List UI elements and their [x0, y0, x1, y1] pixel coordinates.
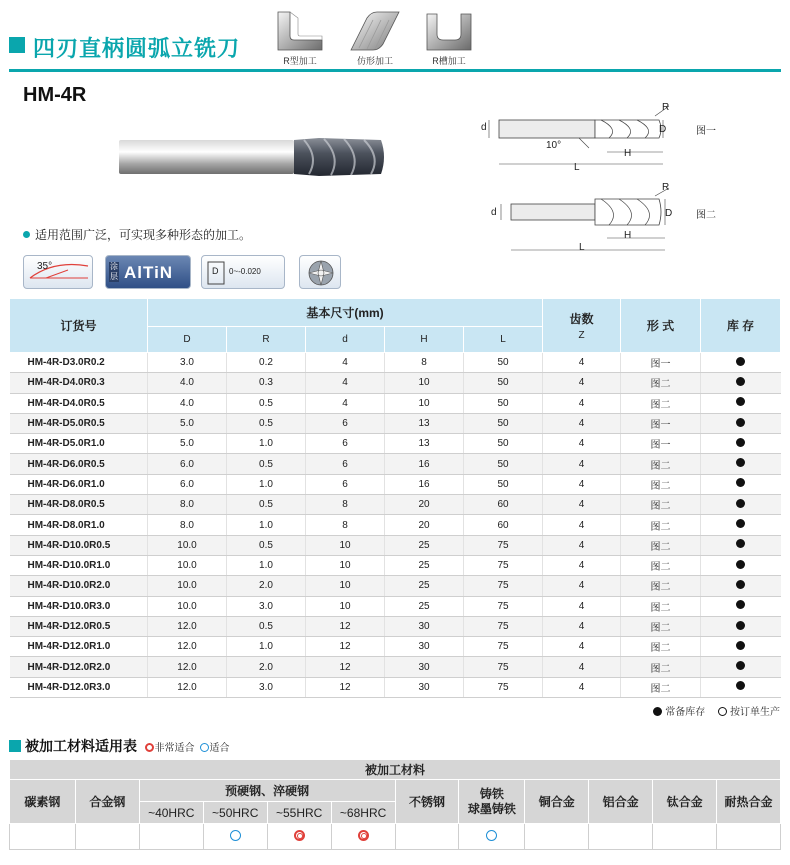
cell-r: 1.0	[227, 474, 306, 494]
table-row	[10, 413, 781, 433]
cell-z: 4	[543, 515, 621, 535]
order-code: HM-4R-D10.0R1.0	[10, 555, 148, 575]
cell-stock	[701, 515, 781, 535]
suitable-label: 适合	[209, 743, 230, 754]
cell-d: 10.0	[148, 596, 227, 616]
header-basic-size: 基本尺寸(mm)	[148, 299, 543, 327]
diagram2-L: L	[579, 242, 585, 253]
cell-d: 10	[306, 555, 385, 575]
order-code: HM-4R-D8.0R0.5	[10, 495, 148, 515]
cell-z: 4	[543, 555, 621, 575]
helix-angle-badge	[23, 255, 93, 289]
mat-col-9: 铝合金	[589, 780, 653, 824]
cell-z: 4	[543, 535, 621, 555]
cell-h: 30	[385, 677, 464, 697]
cell-form: 图二	[621, 596, 701, 616]
title-marker	[9, 37, 25, 53]
cell-d: 8	[306, 515, 385, 535]
header-stock: 库 存	[701, 299, 781, 353]
cell-d: 5.0	[148, 413, 227, 433]
order-code: HM-4R-D12.0R2.0	[10, 657, 148, 677]
subheader-L: L	[464, 327, 543, 353]
cell-form: 图二	[621, 454, 701, 474]
in-stock-icon	[736, 519, 745, 528]
cell-l: 50	[464, 454, 543, 474]
mat-col-2: ~40HRC	[139, 802, 203, 824]
cell-z: 4	[543, 454, 621, 474]
cell-stock	[701, 535, 781, 555]
materials-group-header: 被加工材料	[10, 760, 781, 780]
cell-z: 4	[543, 373, 621, 393]
mat-col-6: 不锈钢	[395, 780, 459, 824]
table-row	[10, 454, 781, 474]
cell-stock	[701, 677, 781, 697]
in-stock-icon	[736, 418, 745, 427]
cell-l: 50	[464, 413, 543, 433]
cell-r: 1.0	[227, 637, 306, 657]
table-row	[10, 434, 781, 454]
cell-d: 12.0	[148, 637, 227, 657]
cell-z: 4	[543, 495, 621, 515]
feature-description: 适用范围广泛，可实现多种形态的加工。	[35, 228, 252, 242]
cell-stock	[701, 657, 781, 677]
diagram1-d: d	[481, 122, 487, 133]
order-code: HM-4R-D10.0R3.0	[10, 596, 148, 616]
rating-cell	[459, 824, 525, 850]
cell-h: 25	[385, 555, 464, 575]
cell-stock	[701, 637, 781, 657]
legend-in-stock: 常备库存	[665, 707, 706, 718]
materials-legend	[145, 743, 229, 754]
cell-h: 10	[385, 373, 464, 393]
table-row	[10, 576, 781, 596]
cell-r: 3.0	[227, 677, 306, 697]
cell-d: 6	[306, 474, 385, 494]
cell-stock	[701, 434, 781, 454]
cell-h: 13	[385, 413, 464, 433]
cell-h: 30	[385, 637, 464, 657]
suitable-icon	[230, 830, 241, 841]
coating-name: AlTiN	[124, 263, 174, 282]
cell-d: 6.0	[148, 454, 227, 474]
order-code: HM-4R-D8.0R1.0	[10, 515, 148, 535]
cell-d: 10	[306, 535, 385, 555]
contour-icon	[349, 10, 401, 52]
cell-r: 0.2	[227, 353, 306, 373]
in-stock-icon	[736, 661, 745, 670]
order-code: HM-4R-D10.0R0.5	[10, 535, 148, 555]
header-teeth-label: 齿数	[569, 312, 594, 326]
table-row	[10, 677, 781, 697]
in-stock-icon	[736, 397, 745, 406]
diagram2-label: 图二	[696, 210, 716, 221]
table-row	[10, 535, 781, 555]
cell-z: 4	[543, 434, 621, 454]
rating-cell	[589, 824, 653, 850]
cell-d: 10	[306, 596, 385, 616]
mat-col-7: 铸铁 球墨铸铁	[459, 780, 525, 824]
cell-d: 12	[306, 637, 385, 657]
diagram1-H: H	[624, 148, 632, 159]
suitable-icon	[486, 830, 497, 841]
r-groove-icon-box	[421, 10, 477, 67]
cell-stock	[701, 474, 781, 494]
page-title: 四刃直柄圆弧立铣刀	[33, 36, 241, 61]
cell-l: 50	[464, 353, 543, 373]
in-stock-icon	[736, 621, 745, 630]
cell-form: 图二	[621, 616, 701, 636]
product-panel	[9, 72, 781, 298]
order-code: HM-4R-D12.0R1.0	[10, 637, 148, 657]
cell-z: 4	[543, 596, 621, 616]
in-stock-icon	[736, 499, 745, 508]
cell-d: 3.0	[148, 353, 227, 373]
table-row	[10, 596, 781, 616]
cell-l: 50	[464, 393, 543, 413]
cell-r: 2.0	[227, 576, 306, 596]
model-name: HM-4R	[23, 84, 87, 106]
cell-r: 2.0	[227, 657, 306, 677]
cell-r: 1.0	[227, 555, 306, 575]
cell-stock	[701, 555, 781, 575]
helix-angle-icon	[24, 256, 94, 290]
cell-d: 12.0	[148, 657, 227, 677]
mat-col-11: 耐热合金	[717, 780, 781, 824]
order-code: HM-4R-D6.0R0.5	[10, 454, 148, 474]
cell-z: 4	[543, 393, 621, 413]
cell-d: 8.0	[148, 515, 227, 535]
r-profile-icon	[274, 10, 326, 52]
cell-d: 8.0	[148, 495, 227, 515]
cell-form: 图一	[621, 353, 701, 373]
cell-z: 4	[543, 474, 621, 494]
cell-h: 30	[385, 657, 464, 677]
in-stock-icon	[736, 377, 745, 386]
cell-h: 20	[385, 495, 464, 515]
cell-h: 25	[385, 576, 464, 596]
cell-form: 图二	[621, 535, 701, 555]
cell-z: 4	[543, 637, 621, 657]
subheader-d: d	[306, 327, 385, 353]
in-stock-icon	[736, 539, 745, 548]
header-teeth	[543, 299, 621, 353]
cell-r: 0.5	[227, 495, 306, 515]
mat-hardened-group: 预硬钢、淬硬钢	[139, 780, 395, 802]
tolerance-value: 0~-0.020	[229, 267, 261, 276]
helix-angle-value: 35°	[37, 261, 53, 272]
cell-h: 20	[385, 515, 464, 535]
cell-l: 50	[464, 474, 543, 494]
cell-h: 16	[385, 454, 464, 474]
table-row	[10, 495, 781, 515]
cell-form: 图一	[621, 434, 701, 454]
table-row	[10, 373, 781, 393]
cell-l: 75	[464, 555, 543, 575]
contour-icon-box	[347, 10, 403, 67]
table-row	[10, 474, 781, 494]
table-row	[10, 555, 781, 575]
cell-stock	[701, 616, 781, 636]
order-code: HM-4R-D12.0R3.0	[10, 677, 148, 697]
cell-d: 12.0	[148, 677, 227, 697]
diagram1-D: D	[659, 124, 667, 135]
cell-z: 4	[543, 576, 621, 596]
materials-heading	[9, 736, 229, 756]
very-suitable-icon	[294, 830, 305, 841]
order-code: HM-4R-D5.0R1.0	[10, 434, 148, 454]
cell-d: 10.0	[148, 555, 227, 575]
mat-col-0: 碳素钢	[10, 780, 76, 824]
rating-cell	[267, 824, 331, 850]
cell-d: 6	[306, 454, 385, 474]
cell-form: 图二	[621, 576, 701, 596]
header-teeth-z: Z	[578, 330, 585, 341]
coating-tag: 涂层	[110, 262, 118, 281]
cell-h: 16	[385, 474, 464, 494]
cell-stock	[701, 576, 781, 596]
r-groove-caption: R槽加工	[432, 56, 466, 66]
order-code: HM-4R-D6.0R1.0	[10, 474, 148, 494]
cell-z: 4	[543, 657, 621, 677]
page-header	[0, 0, 790, 72]
rating-cell	[10, 824, 76, 850]
cell-h: 30	[385, 616, 464, 636]
cell-h: 10	[385, 393, 464, 413]
table-row	[10, 393, 781, 413]
cell-l: 75	[464, 576, 543, 596]
r-groove-icon	[423, 10, 475, 52]
cell-d: 10.0	[148, 535, 227, 555]
cell-d: 6	[306, 413, 385, 433]
cell-l: 50	[464, 373, 543, 393]
cell-h: 25	[385, 535, 464, 555]
table-row	[10, 353, 781, 373]
very-suitable-icon	[358, 830, 369, 841]
in-stock-icon	[736, 641, 745, 650]
cell-form: 图一	[621, 413, 701, 433]
mat-col-4: ~55HRC	[267, 802, 331, 824]
cell-l: 50	[464, 434, 543, 454]
cell-r: 0.5	[227, 616, 306, 636]
cell-l: 75	[464, 637, 543, 657]
feature-text	[23, 226, 251, 243]
rating-cell	[203, 824, 267, 850]
cell-stock	[701, 393, 781, 413]
cell-form: 图二	[621, 555, 701, 575]
cell-d: 10	[306, 576, 385, 596]
legend-made-to-order: 按订单生产	[730, 707, 780, 718]
diagram1-L: L	[574, 162, 580, 173]
cell-d: 12	[306, 657, 385, 677]
cell-form: 图二	[621, 393, 701, 413]
cell-d: 4	[306, 353, 385, 373]
rating-cell	[717, 824, 781, 850]
header-form: 形 式	[621, 299, 701, 353]
in-stock-icon	[736, 357, 745, 366]
cell-d: 10.0	[148, 576, 227, 596]
header-code: 订货号	[10, 299, 148, 353]
table-row	[10, 616, 781, 636]
in-stock-icon	[736, 560, 745, 569]
table-row	[10, 637, 781, 657]
cell-d: 12	[306, 677, 385, 697]
diagram2-H: H	[624, 230, 632, 241]
in-stock-icon	[736, 580, 745, 589]
cell-r: 0.5	[227, 393, 306, 413]
materials-title: 被加工材料适用表	[25, 738, 137, 754]
diagram2-D: D	[665, 208, 673, 219]
table-row	[10, 657, 781, 677]
cell-form: 图二	[621, 677, 701, 697]
order-code: HM-4R-D12.0R0.5	[10, 616, 148, 636]
mat-col-8: 铜合金	[525, 780, 589, 824]
rating-cell	[395, 824, 459, 850]
cell-stock	[701, 495, 781, 515]
coating-badge	[105, 255, 191, 289]
in-stock-icon	[736, 438, 745, 447]
cell-l: 75	[464, 677, 543, 697]
mat-col-5: ~68HRC	[331, 802, 395, 824]
cell-form: 图二	[621, 637, 701, 657]
rating-cell	[139, 824, 203, 850]
in-stock-icon	[736, 681, 745, 690]
cell-form: 图二	[621, 515, 701, 535]
cell-h: 25	[385, 596, 464, 616]
cell-h: 8	[385, 353, 464, 373]
tolerance-d: D	[212, 266, 219, 276]
order-code: HM-4R-D3.0R0.2	[10, 353, 148, 373]
cell-d: 4.0	[148, 373, 227, 393]
four-flute-badge	[299, 255, 341, 289]
cell-l: 75	[464, 535, 543, 555]
diagram1-angle: 10°	[546, 140, 562, 151]
order-code: HM-4R-D5.0R0.5	[10, 413, 148, 433]
diagram2-d: d	[491, 207, 497, 218]
cell-z: 4	[543, 413, 621, 433]
cell-d: 8	[306, 495, 385, 515]
subheader-H: H	[385, 327, 464, 353]
cell-d: 4	[306, 373, 385, 393]
cell-z: 4	[543, 677, 621, 697]
cell-l: 75	[464, 657, 543, 677]
made-to-order-icon	[718, 707, 727, 716]
cell-z: 4	[543, 353, 621, 373]
contour-caption: 仿形加工	[356, 56, 393, 66]
cell-form: 图二	[621, 657, 701, 677]
cell-form: 图二	[621, 474, 701, 494]
mat-col-1: 合金钢	[75, 780, 139, 824]
cell-d: 4.0	[148, 393, 227, 413]
rating-cell	[331, 824, 395, 850]
cell-stock	[701, 353, 781, 373]
diagram1-R: R	[662, 102, 670, 113]
in-stock-icon	[653, 707, 662, 716]
in-stock-icon	[736, 478, 745, 487]
materials-rating-row	[10, 824, 781, 850]
r-profile-icon-box	[272, 10, 328, 67]
end-mill-photo	[119, 132, 399, 182]
materials-marker	[9, 740, 21, 752]
mat-col-10: 钛合金	[653, 780, 717, 824]
cell-r: 1.0	[227, 434, 306, 454]
order-code: HM-4R-D4.0R0.5	[10, 393, 148, 413]
r-profile-caption: R型加工	[283, 56, 317, 66]
cell-r: 0.5	[227, 454, 306, 474]
rating-cell	[525, 824, 589, 850]
order-code: HM-4R-D4.0R0.3	[10, 373, 148, 393]
subheader-R: R	[227, 327, 306, 353]
tolerance-badge	[201, 255, 285, 289]
very-suitable-label: 非常适合	[154, 743, 195, 754]
cell-r: 0.3	[227, 373, 306, 393]
materials-table	[9, 759, 781, 850]
cell-form: 图二	[621, 373, 701, 393]
order-code: HM-4R-D10.0R2.0	[10, 576, 148, 596]
cell-d: 6.0	[148, 474, 227, 494]
cell-form: 图二	[621, 495, 701, 515]
four-flute-icon	[300, 256, 342, 290]
cell-r: 0.5	[227, 535, 306, 555]
cell-l: 75	[464, 616, 543, 636]
diagram1-label: 图一	[696, 126, 716, 137]
cell-stock	[701, 373, 781, 393]
table-row	[10, 515, 781, 535]
cell-d: 4	[306, 393, 385, 413]
cell-z: 4	[543, 616, 621, 636]
in-stock-icon	[736, 458, 745, 467]
rating-cell	[75, 824, 139, 850]
rating-cell	[653, 824, 717, 850]
cell-stock	[701, 454, 781, 474]
cell-l: 60	[464, 495, 543, 515]
subheader-D: D	[148, 327, 227, 353]
cell-d: 6	[306, 434, 385, 454]
cell-l: 75	[464, 596, 543, 616]
in-stock-icon	[736, 600, 745, 609]
cell-d: 5.0	[148, 434, 227, 454]
bullet-icon	[23, 231, 30, 238]
spec-table-body	[10, 353, 781, 698]
cell-l: 60	[464, 515, 543, 535]
cell-d: 12.0	[148, 616, 227, 636]
cell-h: 13	[385, 434, 464, 454]
cell-stock	[701, 413, 781, 433]
diagram2-R: R	[662, 182, 670, 193]
cell-d: 12	[306, 616, 385, 636]
cell-r: 3.0	[227, 596, 306, 616]
cell-r: 1.0	[227, 515, 306, 535]
mat-col-3: ~50HRC	[203, 802, 267, 824]
cell-stock	[701, 596, 781, 616]
spec-table	[9, 298, 781, 698]
stock-legend	[653, 703, 780, 718]
cell-r: 0.5	[227, 413, 306, 433]
